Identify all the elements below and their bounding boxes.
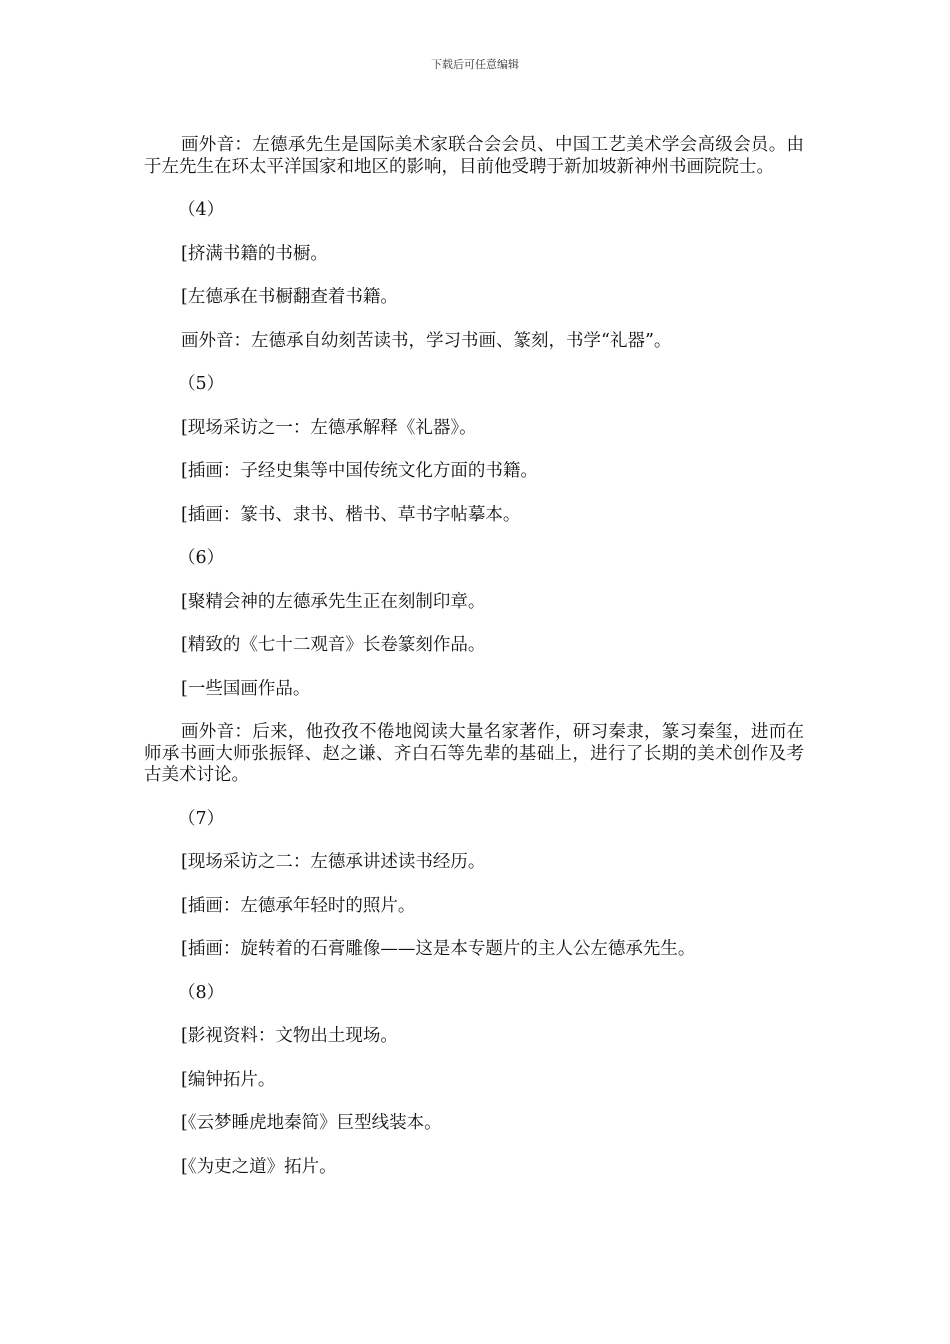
paragraph-voiceover: 画外音：左德承先生是国际美术家联合会会员、中国工艺美术学会高级会员。由于左先生在环太平洋国家和地区的影响，目前他受聘于新加坡新神州书画院院士。	[144, 135, 804, 177]
section-number: （6）	[178, 548, 225, 568]
paragraph-scene: [插画：篆书、隶书、楷书、草书字帖摹本。	[181, 504, 521, 525]
section-number: （7）	[178, 808, 225, 829]
paragraph-scene: [精致的《七十二观音》长卷篆刻作品。	[181, 635, 486, 655]
document-body	[144, 135, 804, 1200]
paragraph-scene: [聚精会神的左德承先生正在刻制印章。	[181, 591, 486, 612]
paragraph-scene: [挤满书籍的书橱。	[181, 243, 328, 264]
paragraph-scene: [现场采访之二：左德承讲述读书经历。	[181, 852, 486, 872]
paragraph-scene: [现场采访之一：左德承解释《礼器》。	[181, 417, 477, 438]
paragraph-scene: [《为吏之道》拓片。	[181, 1156, 337, 1177]
section-number: （8）	[178, 982, 225, 1003]
paragraph-scene: [插画：子经史集等中国传统文化方面的书籍。	[181, 461, 538, 481]
paragraph-scene: [《云梦睡虎地秦简》巨型线装本。	[181, 1113, 442, 1133]
paragraph-scene: [插画：旋转着的石膏雕像——这是本专题片的主人公左德承先生。	[181, 939, 696, 959]
paragraph-scene: [插画：左德承年轻时的照片。	[181, 895, 416, 916]
paragraph-scene: [影视资料：文物出土现场。	[181, 1026, 398, 1046]
section-number: （4）	[178, 200, 225, 220]
paragraph-scene: [左德承在书橱翻查着书籍。	[181, 287, 398, 307]
paragraph-scene: [一些国画作品。	[181, 678, 311, 699]
page-header: 下载后可任意编辑	[431, 58, 519, 71]
paragraph-scene: [编钟拓片。	[181, 1069, 276, 1090]
section-number: （5）	[178, 374, 225, 394]
paragraph-voiceover: 画外音：左德承自幼刻苦读书，学习书画、篆刻，书学“礼器”。	[181, 330, 672, 351]
paragraph-voiceover: 画外音：后来，他孜孜不倦地阅读大量名家著作，研习秦隶，篆习秦玺，进而在师承书画大师张振铎、赵之谦、齐白石等先辈的基础上，进行了长期的美术创作及考古美术讨论。	[144, 722, 804, 785]
